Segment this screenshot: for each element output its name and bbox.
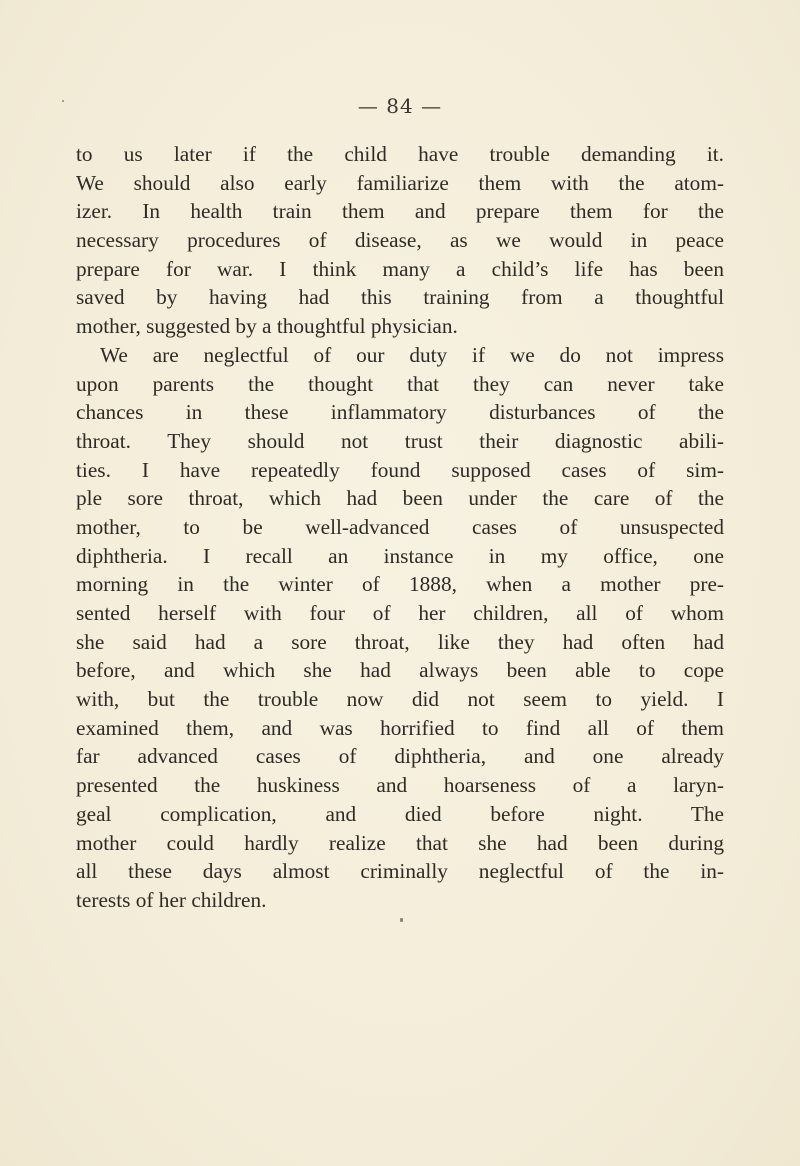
print-speck [62, 100, 64, 102]
text-line: with, but the trouble now did not seem to yield. I [76, 687, 724, 712]
text-line: izer. In health train them and prepare them for the [76, 199, 724, 224]
text-line: throat. They should not trust their diagnostic abili- [76, 428, 724, 453]
text-line: diphtheria. I recall an instance in my office, one [76, 543, 724, 568]
text-line: mother could hardly realize that she had been during [76, 830, 724, 855]
text-line: examined them, and was horrified to find all of them [76, 715, 724, 740]
page-number: — 84 — [357, 94, 443, 118]
text-line: she said had a sore throat, like they had often had [76, 629, 724, 654]
text-line: ple sore throat, which had been under the care of the [76, 486, 724, 511]
text-line: We are neglectful of our duty if we do not impress [100, 342, 724, 367]
text-line: saved by having had this training from a thoughtful [76, 285, 724, 310]
text-line: mother, suggested by a thoughtful physician. [76, 314, 458, 339]
text-line: prepare for war. I think many a child’s life has been [76, 256, 724, 281]
print-speck [400, 918, 403, 922]
text-line: geal complication, and died before night. The [76, 801, 724, 826]
text-line: mother, to be well-advanced cases of unsuspected [76, 514, 724, 539]
text-line: far advanced cases of diphtheria, and one already [76, 744, 724, 769]
text-line: ties. I have repeatedly found supposed cases of sim- [76, 457, 724, 482]
text-line: chances in these inflammatory disturbances of the [76, 400, 724, 425]
text-line: all these days almost criminally neglectful of the in- [76, 859, 724, 884]
body-text [76, 140, 724, 915]
text-line: We should also early familiarize them with the atom- [76, 170, 724, 195]
text-line: morning in the winter of 1888, when a mother pre- [76, 572, 724, 597]
text-line: before, and which she had always been able to cope [76, 658, 724, 683]
text-line: necessary procedures of disease, as we would in peace [76, 228, 724, 253]
text-line: terests of her children. [76, 887, 267, 912]
text-line: upon parents the thought that they can never take [76, 371, 724, 396]
text-line: to us later if the child have trouble demanding it. [76, 142, 724, 166]
text-line: sented herself with four of her children, all of whom [76, 601, 724, 625]
text-line: presented the huskiness and hoarseness of a laryn- [76, 773, 724, 798]
